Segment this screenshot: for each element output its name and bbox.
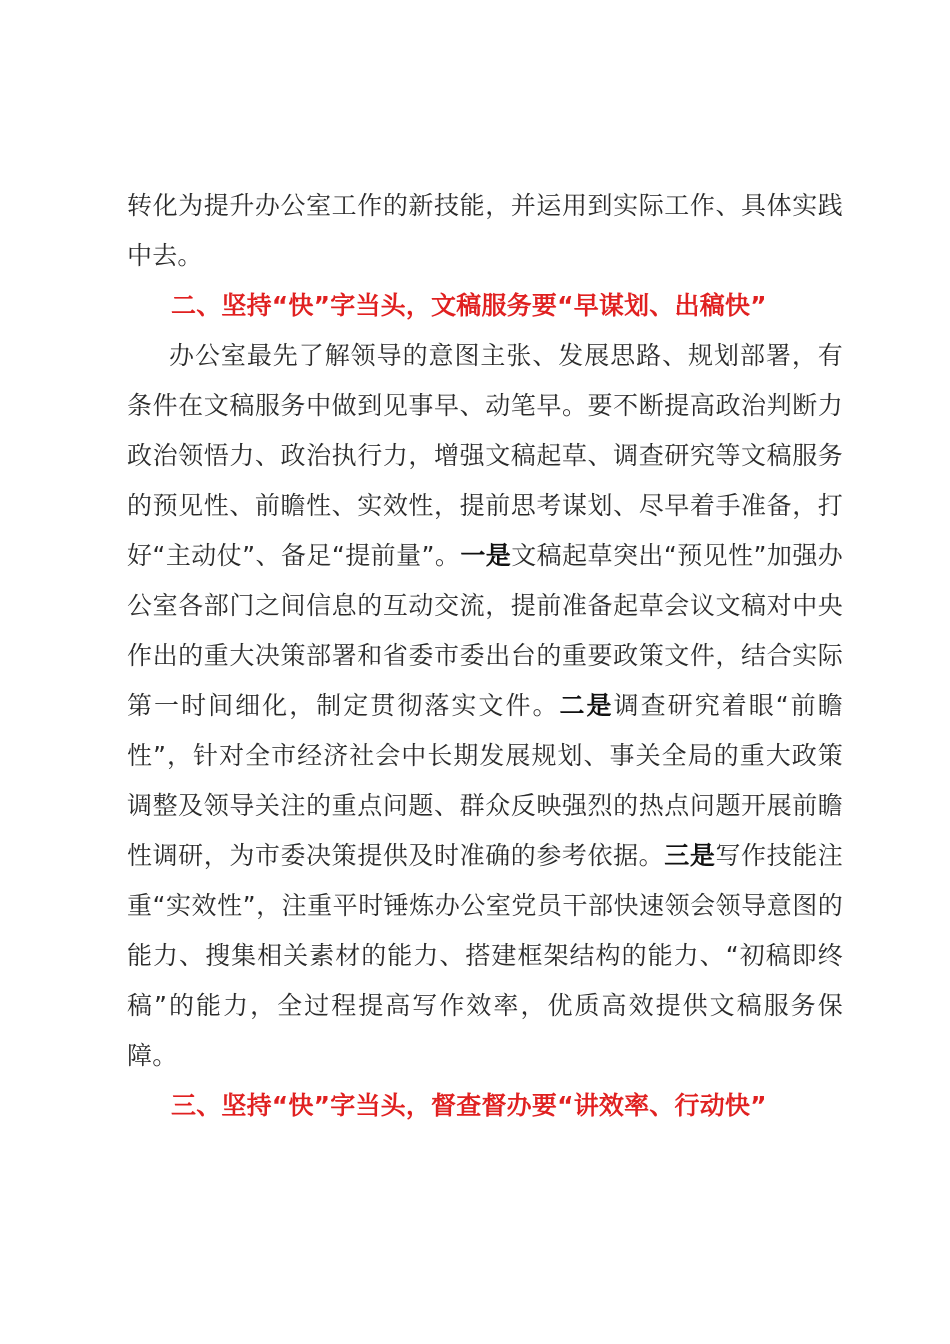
lead-phrase-3: 三是 [664,841,716,870]
section-heading-3: 三、坚持“快”字当头，督查督办要“讲效率、行动快” [171,1091,767,1120]
lead-phrase-2: 二是 [559,691,614,720]
main-paragraph [127,331,843,1081]
paragraph-point-2: 调查研究着眼“前瞻性”，针对全市经济社会中长期发展规划、事关全局的重大政策调整及领导关注的重点问题、群众反映强烈的热点问题开展前瞻性调研，为市委决策提供及时准确的参考依据。 [127,691,844,870]
continuation-paragraph: 转化为提升办公室工作的新技能，并运用到实际工作、具体实践中去。 [127,191,843,270]
paragraph-point-1: 文稿起草突出“预见性”加强办公室各部门之间信息的互动交流，提前准备起草会议文稿对中央作出的重大决策部署和省委市委出台的重要政策文件，结合实际第一时间细化，制定贯彻落实文件。 [127,541,843,720]
lead-phrase-1: 一是 [460,541,512,570]
paragraph-point-3: 写作技能注重“实效性”，注重平时锤炼办公室党员干部快速领会领导意图的能力、搜集相关素材的能力、搭建框架结构的能力、“初稿即终稿”的能力，全过程提高写作效率，优质高效提供文稿服务保障。 [127,841,843,1070]
section-heading-2: 二、坚持“快”字当头，文稿服务要“早谋划、出稿快” [171,291,767,320]
paragraph-intro: 办公室最先了解领导的意图主张、发展思路、规划部署，有条件在文稿服务中做到见事早、动笔早。要不断提高政治判断力政治领悟力、政治执行力，增强文稿起草、调查研究等文稿服务的预见性、前瞻性、实效性，提前思考谋划、尽早着手准备，打好“主动仗”、备足“提前量”。 [127,341,843,570]
